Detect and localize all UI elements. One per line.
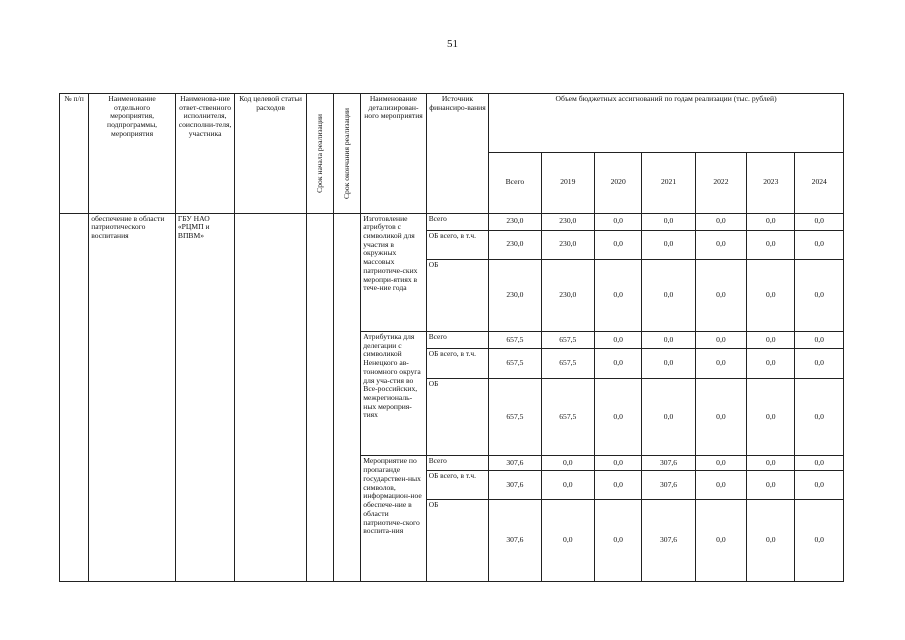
cell-funding-source: ОБ всего, в т.ч. bbox=[426, 231, 488, 260]
cell-value-total: 230,0 bbox=[489, 231, 541, 260]
cell-value-2023: 0,0 bbox=[747, 213, 795, 230]
cell-value-2020: 0,0 bbox=[594, 259, 641, 331]
cell-target-code bbox=[235, 213, 307, 581]
cell-value-2019: 230,0 bbox=[541, 259, 594, 331]
cell-value-2019: 0,0 bbox=[541, 499, 594, 581]
cell-activity-name: Атрибутика для делегации с символикой Ненецкого ав-тономного округа для уча-стия во Все-российских, межрегиональ-ных мероприя-тиях bbox=[361, 331, 426, 456]
cell-value-2020: 0,0 bbox=[594, 349, 641, 379]
header-row bbox=[60, 94, 844, 153]
cell-value-2020: 0,0 bbox=[594, 456, 641, 471]
col-header-end-date bbox=[334, 94, 361, 214]
cell-num bbox=[60, 213, 89, 581]
cell-value-2024: 0,0 bbox=[795, 379, 844, 456]
cell-value-2020: 0,0 bbox=[594, 231, 641, 260]
cell-value-2021: 0,0 bbox=[642, 213, 695, 230]
cell-funding-source: ОБ bbox=[426, 379, 488, 456]
cell-value-2024: 0,0 bbox=[795, 259, 844, 331]
col-header-measure-name: Наименование отдельного мероприятия, подпрограммы, мероприятия bbox=[89, 94, 176, 214]
cell-value-2023: 0,0 bbox=[747, 349, 795, 379]
cell-value-2023: 0,0 bbox=[747, 471, 795, 500]
cell-value-2019: 657,5 bbox=[541, 349, 594, 379]
col-header-end-date-text: Срок окончания реализации bbox=[341, 107, 351, 199]
cell-funding-source: ОБ всего, в т.ч. bbox=[426, 349, 488, 379]
cell-value-2019: 657,5 bbox=[541, 379, 594, 456]
cell-value-total: 657,5 bbox=[489, 331, 541, 348]
cell-value-2024: 0,0 bbox=[795, 456, 844, 471]
cell-executor: ГБУ НАО «РЦМП и ВПВМ» bbox=[175, 213, 234, 581]
cell-value-2024: 0,0 bbox=[795, 231, 844, 260]
cell-value-2019: 230,0 bbox=[541, 231, 594, 260]
table-row bbox=[60, 213, 844, 230]
cell-value-2019: 657,5 bbox=[541, 331, 594, 348]
col-header-target-code: Код целевой статьи расходов bbox=[235, 94, 307, 214]
cell-value-2023: 0,0 bbox=[747, 499, 795, 581]
cell-activity-name: Мероприятие по пропаганде государствен-ных символов, информацион-ное обеспече-ние в области патриотиче-ского воспита-ния bbox=[361, 456, 426, 582]
cell-value-2024: 0,0 bbox=[795, 213, 844, 230]
cell-value-2024: 0,0 bbox=[795, 331, 844, 348]
cell-start-date bbox=[306, 213, 333, 581]
cell-end-date bbox=[334, 213, 361, 581]
cell-value-2022: 0,0 bbox=[695, 213, 746, 230]
cell-value-2022: 0,0 bbox=[695, 331, 746, 348]
col-header-start-date bbox=[306, 94, 333, 214]
cell-value-2020: 0,0 bbox=[594, 331, 641, 348]
cell-value-total: 657,5 bbox=[489, 379, 541, 456]
cell-value-2019: 0,0 bbox=[541, 471, 594, 500]
year-header-2023: 2023 bbox=[747, 152, 795, 213]
cell-value-2022: 0,0 bbox=[695, 349, 746, 379]
year-header-2022: 2022 bbox=[695, 152, 746, 213]
page-number: 51 bbox=[447, 38, 458, 50]
cell-value-2022: 0,0 bbox=[695, 259, 746, 331]
cell-value-2019: 230,0 bbox=[541, 213, 594, 230]
cell-funding-source: Всего bbox=[426, 331, 488, 348]
cell-value-total: 307,6 bbox=[489, 499, 541, 581]
year-header-2024: 2024 bbox=[795, 152, 844, 213]
cell-value-2021: 0,0 bbox=[642, 231, 695, 260]
cell-value-total: 230,0 bbox=[489, 213, 541, 230]
cell-value-2020: 0,0 bbox=[594, 471, 641, 500]
cell-funding-source: Всего bbox=[426, 456, 488, 471]
cell-funding-source: ОБ bbox=[426, 259, 488, 331]
cell-value-2024: 0,0 bbox=[795, 499, 844, 581]
col-header-funding-source: Источник финансиро-вания bbox=[426, 94, 488, 214]
cell-value-2022: 0,0 bbox=[695, 231, 746, 260]
col-header-detailed-name: Наименование детализирован-ного мероприятия bbox=[361, 94, 426, 214]
cell-value-2022: 0,0 bbox=[695, 471, 746, 500]
cell-funding-source: Всего bbox=[426, 213, 488, 230]
cell-value-2021: 0,0 bbox=[642, 259, 695, 331]
year-header-2019: 2019 bbox=[541, 152, 594, 213]
cell-value-2019: 0,0 bbox=[541, 456, 594, 471]
year-header-2020: 2020 bbox=[594, 152, 641, 213]
cell-value-2020: 0,0 bbox=[594, 499, 641, 581]
cell-value-total: 307,6 bbox=[489, 471, 541, 500]
cell-value-2021: 0,0 bbox=[642, 331, 695, 348]
cell-value-2023: 0,0 bbox=[747, 456, 795, 471]
cell-value-2021: 307,6 bbox=[642, 471, 695, 500]
cell-value-2022: 0,0 bbox=[695, 456, 746, 471]
col-header-budget-group: Объем бюджетных ассигнований по годам реализации (тыс. рублей) bbox=[489, 94, 844, 153]
cell-value-2021: 307,6 bbox=[642, 499, 695, 581]
col-header-num: № п/п bbox=[60, 94, 89, 214]
cell-value-2023: 0,0 bbox=[747, 259, 795, 331]
cell-value-2024: 0,0 bbox=[795, 471, 844, 500]
col-header-start-date-text: Срок начала реализации bbox=[314, 113, 324, 193]
cell-value-2021: 0,0 bbox=[642, 349, 695, 379]
cell-activity-name: Изготовление атрибутов с символикой для участия в окружных массовых патриотиче-ских меропри-ятиях в тече-ние года bbox=[361, 213, 426, 331]
cell-value-2023: 0,0 bbox=[747, 331, 795, 348]
year-header-2021: 2021 bbox=[642, 152, 695, 213]
cell-value-total: 230,0 bbox=[489, 259, 541, 331]
cell-value-total: 307,6 bbox=[489, 456, 541, 471]
cell-value-2021: 0,0 bbox=[642, 379, 695, 456]
cell-value-2023: 0,0 bbox=[747, 231, 795, 260]
cell-value-2020: 0,0 bbox=[594, 213, 641, 230]
cell-value-2021: 307,6 bbox=[642, 456, 695, 471]
cell-value-total: 657,5 bbox=[489, 349, 541, 379]
cell-value-2024: 0,0 bbox=[795, 349, 844, 379]
cell-funding-source: ОБ всего, в т.ч. bbox=[426, 471, 488, 500]
cell-value-2023: 0,0 bbox=[747, 379, 795, 456]
budget-table bbox=[59, 93, 844, 582]
cell-measure-name: обеспечение в области патриотического воспитания bbox=[89, 213, 176, 581]
cell-value-2020: 0,0 bbox=[594, 379, 641, 456]
cell-value-2022: 0,0 bbox=[695, 379, 746, 456]
col-header-executor: Наименова-ние ответ-ственного исполнителя, соисполни-теля, участника bbox=[175, 94, 234, 214]
cell-value-2022: 0,0 bbox=[695, 499, 746, 581]
year-header-total: Всего bbox=[489, 152, 541, 213]
cell-funding-source: ОБ bbox=[426, 499, 488, 581]
